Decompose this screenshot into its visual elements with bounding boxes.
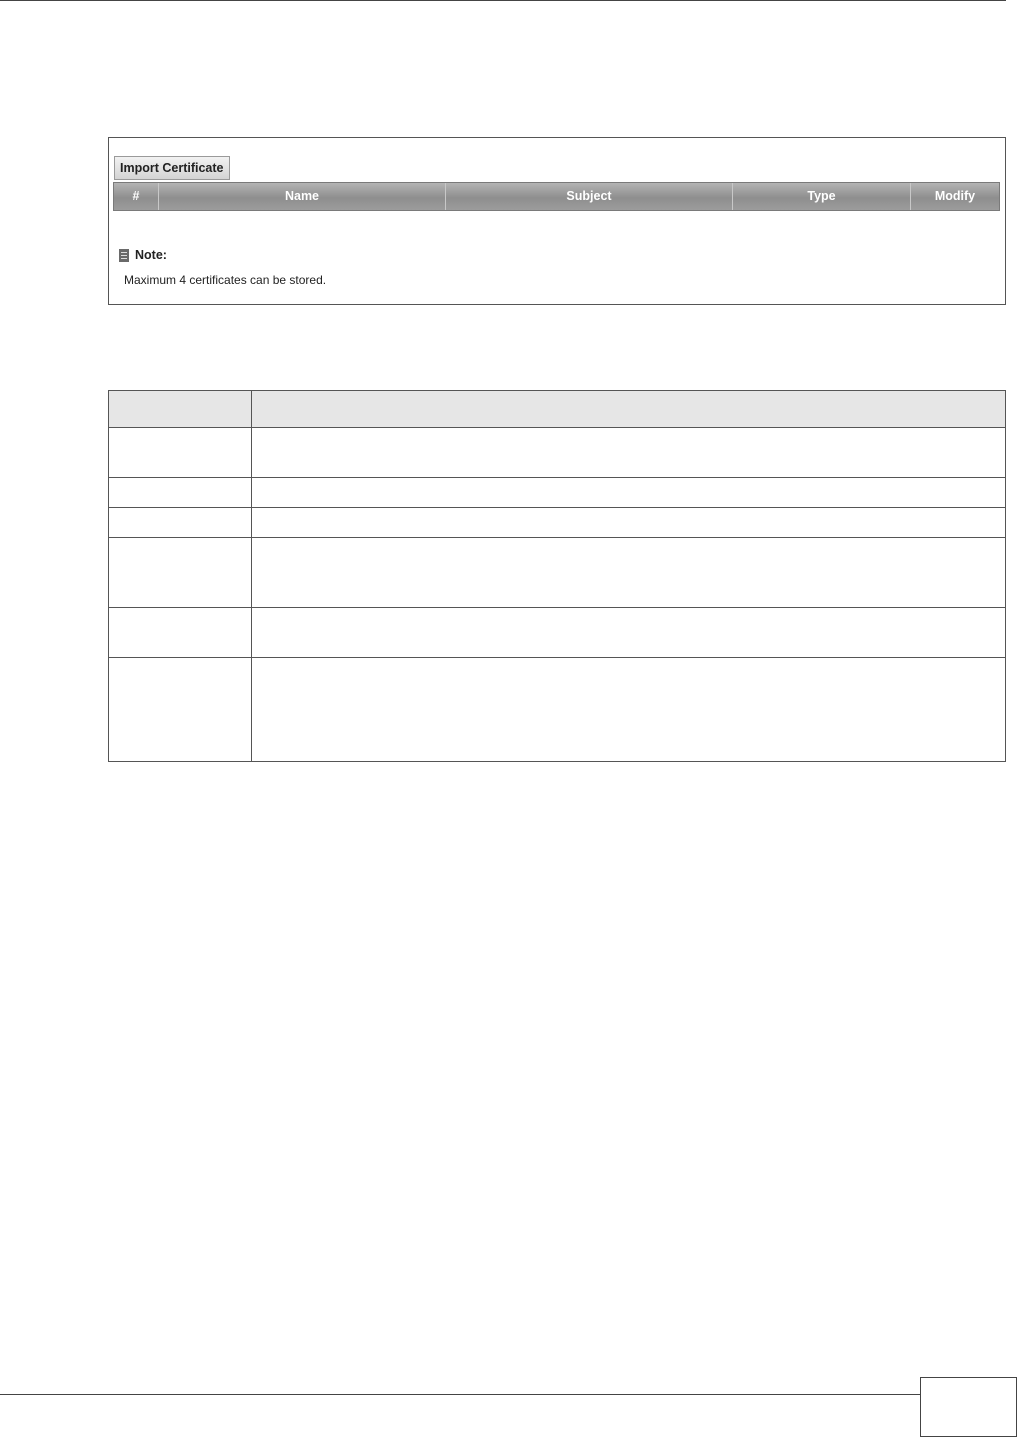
table-cell bbox=[252, 508, 1006, 538]
description-table bbox=[108, 390, 1006, 762]
table-header-row bbox=[109, 391, 1006, 428]
table-cell bbox=[252, 608, 1006, 658]
table-cell bbox=[252, 428, 1006, 478]
column-header-type[interactable]: Type bbox=[733, 183, 911, 210]
column-header-modify[interactable]: Modify bbox=[934, 189, 976, 203]
table-row bbox=[109, 478, 1006, 508]
page-number-box bbox=[920, 1377, 1017, 1437]
column-header-name[interactable]: Name bbox=[159, 183, 446, 210]
table-row bbox=[109, 428, 1006, 478]
note bbox=[119, 248, 167, 262]
table-cell bbox=[109, 428, 252, 478]
table-cell bbox=[252, 391, 1006, 428]
import-certificate-button[interactable]: Import Certificate bbox=[114, 156, 230, 180]
certificates-screen bbox=[108, 137, 1006, 305]
table-row bbox=[109, 538, 1006, 608]
table-row bbox=[109, 658, 1006, 762]
certificates-table-header bbox=[113, 182, 1000, 211]
table-cell bbox=[109, 508, 252, 538]
table-cell bbox=[109, 478, 252, 508]
header-rule bbox=[0, 0, 1006, 1]
table-cell bbox=[109, 538, 252, 608]
column-header-number[interactable]: # bbox=[114, 183, 159, 210]
column-header-subject[interactable]: Subject bbox=[446, 183, 733, 210]
table-row bbox=[109, 608, 1006, 658]
note-icon bbox=[119, 249, 129, 262]
table-cell bbox=[109, 658, 252, 762]
table-cell bbox=[252, 538, 1006, 608]
table-cell bbox=[109, 608, 252, 658]
table-row bbox=[109, 508, 1006, 538]
footer-rule bbox=[0, 1394, 920, 1395]
table-cell bbox=[252, 478, 1006, 508]
note-text: Maximum 4 certificates can be stored. bbox=[124, 273, 327, 287]
table-cell bbox=[109, 391, 252, 428]
table-cell bbox=[252, 658, 1006, 762]
note-label: Note: bbox=[135, 248, 167, 262]
